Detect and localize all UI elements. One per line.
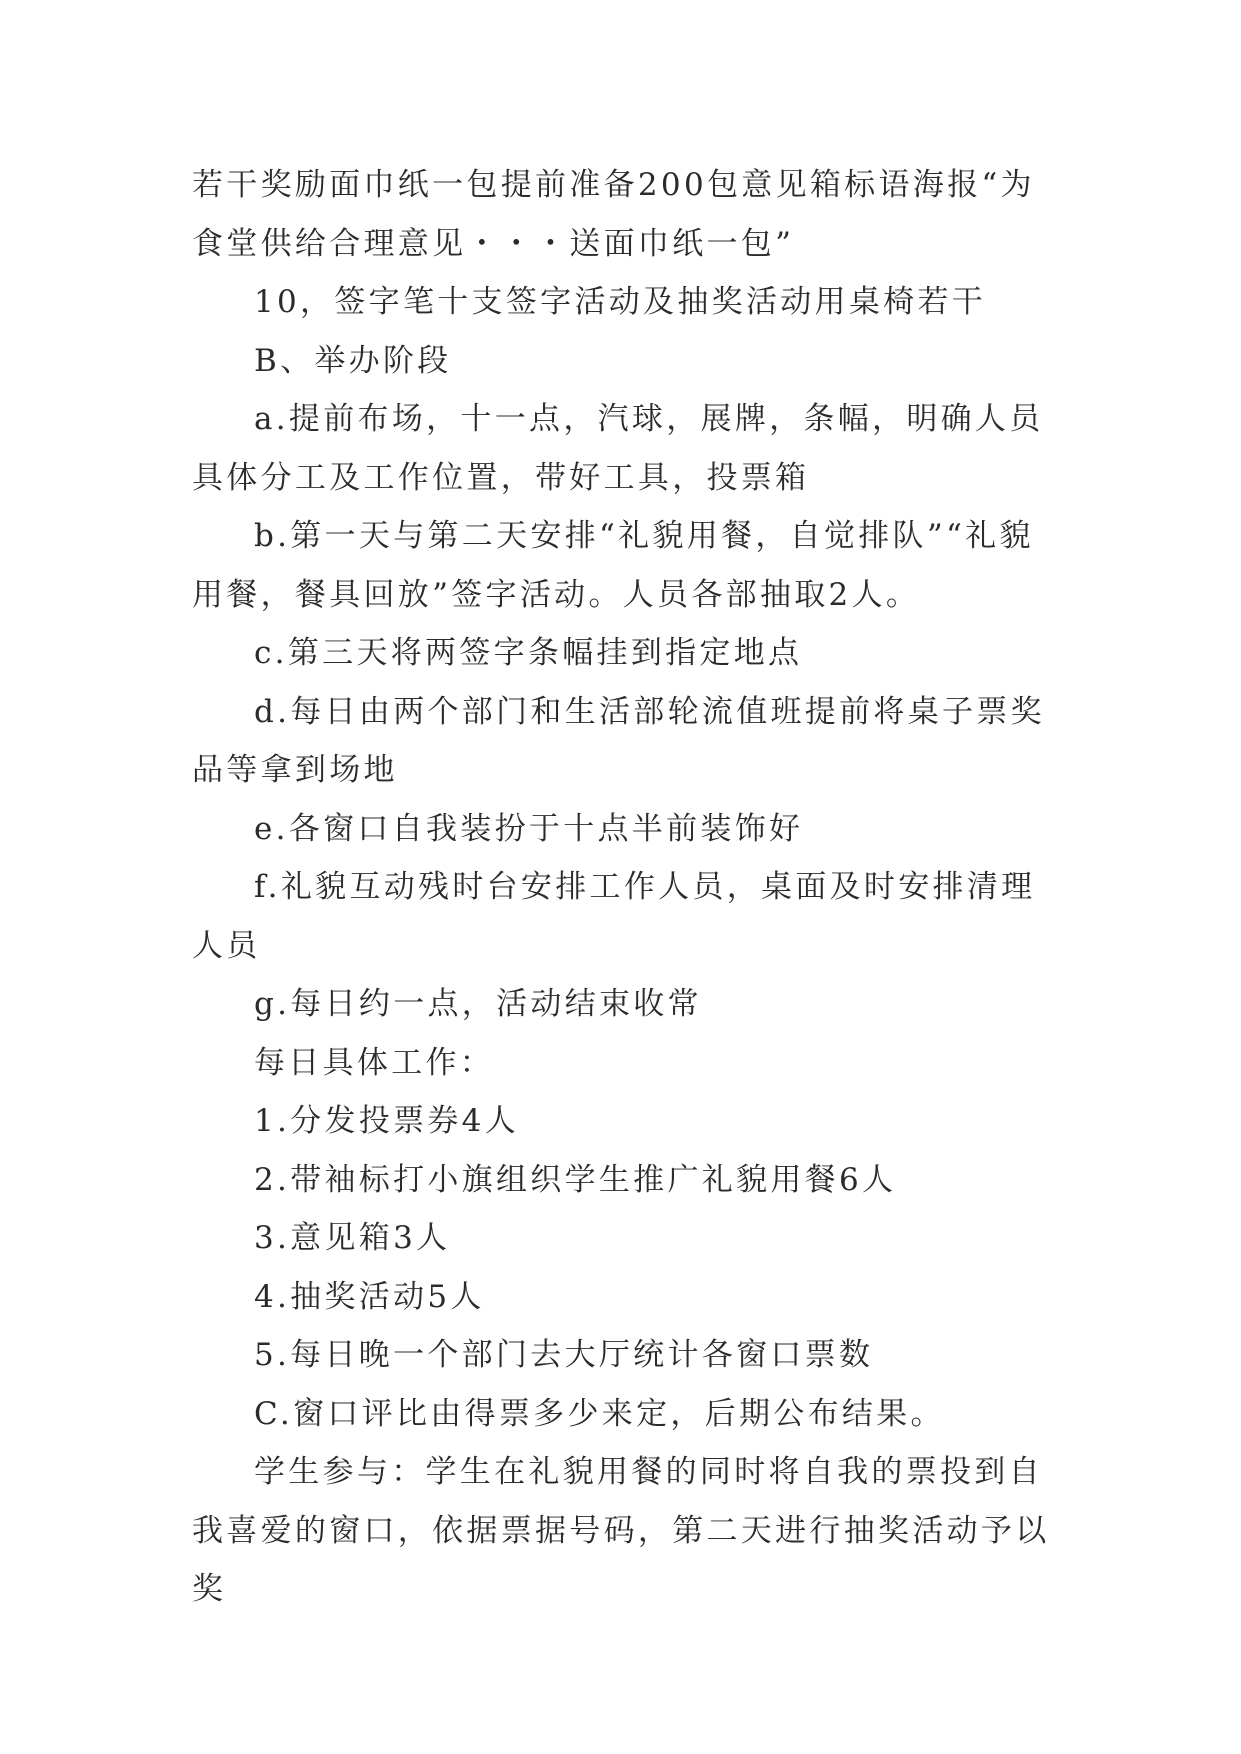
section-heading-stage-b: B、举办阶段	[254, 342, 452, 379]
document-page	[192, 156, 1062, 1619]
paragraph-step-g: g.每日约一点，活动结束收常	[254, 986, 702, 1022]
daily-work-item-4: 4.抽奖活动5人	[254, 1278, 485, 1315]
paragraph-stage-c: C.窗口评比由得票多少来定，后期公布结果。	[254, 1395, 945, 1432]
paragraph-student-participation: 学生参与：学生在礼貌用餐的同时将自我的票投到自我喜爱的窗口，依据票据号码，第二天进行抽奖活动予以奖	[192, 1454, 1050, 1607]
paragraph-step-a: a.提前布场，十一点，汽球，展牌，条幅，明确人员具体分工及工作位置，带好工具，投票箱	[192, 401, 1044, 496]
paragraph-step-d: d.每日由两个部门和生活部轮流值班提前将桌子票奖品等拿到场地	[192, 693, 1045, 788]
daily-work-item-5: 5.每日晚一个部门去大厅统计各窗口票数	[254, 1337, 874, 1373]
daily-work-item-2: 2.带袖标打小旗组织学生推广礼貌用餐6人	[254, 1161, 897, 1198]
paragraph-step-b: b.第一天与第二天安排“礼貌用餐，自觉排队”“礼貌用餐，餐具回放”签字活动。人员各部抽取2人。	[192, 518, 1034, 613]
paragraph-item-10: 10，签字笔十支签字活动及抽奖活动用桌椅若干	[254, 284, 987, 320]
paragraph-step-c: c.第三天将两签字条幅挂到指定地点	[254, 635, 803, 671]
daily-work-item-3: 3.意见箱3人	[254, 1220, 451, 1256]
paragraph-step-e: e.各窗口自我装扮于十点半前装饰好	[254, 810, 804, 847]
daily-work-item-1: 1.分发投票券4人	[254, 1103, 519, 1139]
paragraph-step-f: f.礼貌互动残时台安排工作人员，桌面及时安排清理人员	[192, 869, 1036, 964]
daily-work-heading: 每日具体工作：	[254, 1044, 495, 1081]
paragraph-prizes: 若干奖励面巾纸一包提前准备200包意见箱标语海报“为食堂供给合理意见・・・送面巾纸一包”	[192, 167, 1035, 262]
